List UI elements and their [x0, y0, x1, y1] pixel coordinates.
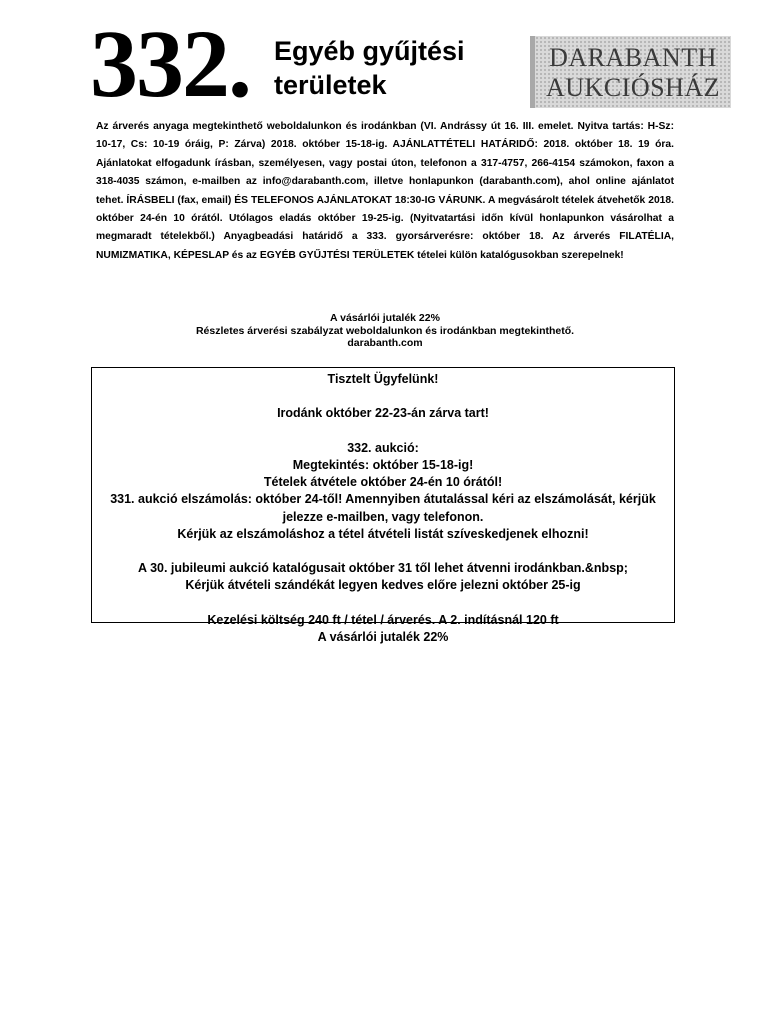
- notice-spacer: [92, 388, 674, 405]
- logo-text-line2: AUKCIÓSHÁZ: [546, 73, 720, 102]
- notice-pickup: Tételek átvétele október 24-én 10 órától!: [263, 475, 503, 490]
- notice-spacer: [92, 543, 674, 560]
- notice-office-closed: Irodánk október 22-23-án zárva tart!: [277, 406, 489, 421]
- logo-text-line1: DARABANTH: [549, 43, 717, 72]
- notice-greeting: Tisztelt Ügyfelünk!: [327, 372, 439, 386]
- darabanth-logo: [530, 36, 731, 108]
- page-title-line1: Egyéb gyűjtési: [274, 36, 465, 66]
- notice-settlement-line3: Kérjük az elszámoláshoz a tétel átvételi listát szíveskedjenek elhozni!: [177, 526, 589, 541]
- notice-jubilee-line1: A 30. jubileumi aukció katalógusait október 31 től lehet átvenni irodánkban.&nbsp;: [138, 561, 628, 576]
- notice-fee-line1: Kezelési költség 240 ft / tétel / árverés. A 2. indításnál 120 ft: [207, 612, 559, 627]
- notice-fee-line2: A vásárlói jutalék 22%: [317, 629, 449, 644]
- notice-settlement-line2: jelezze e-mailben, vagy telefonon.: [282, 509, 484, 524]
- page-title: [274, 34, 465, 102]
- notice-auction-heading: 332. aukció:: [347, 440, 419, 455]
- page-title-line2: területek: [274, 70, 387, 100]
- website-line: darabanth.com: [347, 337, 423, 349]
- customer-notice-box: [91, 367, 675, 644]
- notice-spacer: [92, 595, 674, 612]
- commission-note: [96, 312, 674, 350]
- notice-spacer: [92, 423, 674, 440]
- notice-settlement-line1: 331. aukció elszámolás: október 24-től! Amennyiben átutalással kéri az elszámolását, kérjük: [110, 492, 656, 507]
- rules-line: Részletes árverési szabályzat weboldalunkon és irodánkban megtekinthető.: [195, 324, 575, 337]
- auction-info-paragraph: Az árverés anyaga megtekinthető weboldalunkon és irodánkban (VI. Andrássy út 16. III. emelet. Nyitva tartás: H-Sz: 10-17, Cs: 10-19 óráig, P: Zárva) 2018. október 15-18-ig. AJÁNLATTÉTELI HATÁRIDŐ: 2018. október 18. 19 óra. Ajánlatokat elfogadunk írásban, személyesen, vagy postai úton, telefonon a 317-4757, 266-4154 számokon, faxon a 318-4035 számon, e-mailben az info@darabanth.com, illetve honlapunkon (darabanth.com), ahol online ajánlatot tehet. ÍRÁSBELI (fax, email) ÉS TELEFONOS AJÁNLATOKAT 18:30-IG VÁRUNK. A megvásárolt tételek átvehetők 2018. október 24-én 10 órától. Utólagos eladás október 19-25-ig. (Nyitvatartási időn kívül honlapunkon vásárolhat a megmaradt tételekből.) Anyagbeadási határidő a 333. gyorsárverésre: október 18. Az árverés FILATÉLIA, NUMIZMATIKA, KÉPESLAP és az EGYÉB GYŰJTÉSI TERÜLETEK tételei külön katalógusokban szerepelnek!: [96, 121, 674, 261]
- notice-viewing: Megtekintés: október 15-18-ig!: [292, 457, 474, 472]
- commission-line: A vásárlói jutalék 22%: [330, 312, 440, 324]
- notice-jubilee-line2: Kérjük átvételi szándékát legyen kedves előre jelezni október 25-ig: [185, 578, 581, 593]
- auction-number: 332.: [90, 10, 250, 117]
